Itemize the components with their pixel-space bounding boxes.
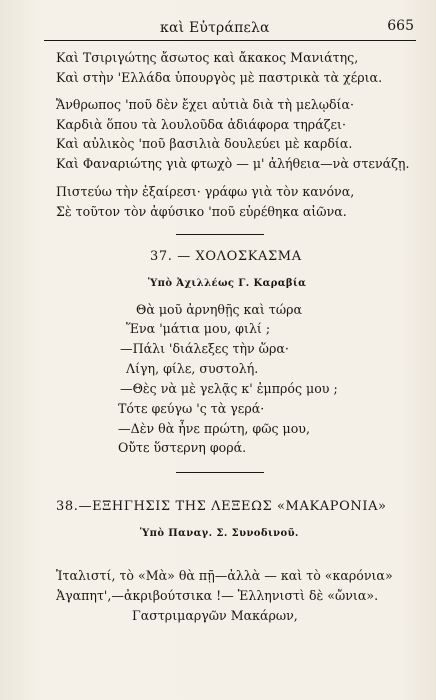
verse-line: Καὶ στὴν 'Ελλάδα ὑπουργὸς μὲ παστρικὰ τὰ χέρια. bbox=[56, 70, 383, 85]
page-number: 665 bbox=[387, 18, 414, 34]
verse-line: Καὶ αὐλικὸς 'ποῦ βασιλιὰ δουλεύει μὲ καρδία. bbox=[56, 136, 353, 151]
section-rule bbox=[176, 234, 264, 235]
verse-line: Σὲ τοῦτον τὸν ἀφύσικο 'ποῦ εὑρέθηκα αἰῶνα. bbox=[56, 204, 347, 219]
section-byline-37: Ὑπὸ Ἀχιλλέως Γ. Καραβία bbox=[148, 278, 307, 289]
poem-line: Θὰ μοῦ ἀρνηθῇς καὶ τώρα bbox=[136, 302, 303, 317]
verse-line: Πιστεύω τὴν ἐξαίρεσι· γράφω γιὰ τὸν κανόνα, bbox=[56, 184, 355, 199]
header-rule bbox=[44, 40, 416, 41]
verse-line: Γαστριμαργῶν Μακάρων, bbox=[132, 608, 298, 623]
poem-line: Τότε φεύγω 'ς τὰ γερά· bbox=[118, 401, 265, 416]
poem-line: —Πάλι 'διάλεξες τὴν ὥρα· bbox=[120, 341, 289, 356]
verse-line: Καὶ Τσιριγώτης ἄσωτος καὶ ἄκακος Μανιάτης, bbox=[56, 50, 359, 65]
poem-line: —Δὲν θὰ ἦνε πρώτη, φῶς μου, bbox=[118, 421, 310, 436]
section-title-38: 38.—ΕΞΗΓΗΣΙΣ ΤΗΣ ΛΕΞΕΩΣ «ΜΑΚΑΡΟΝΙΑ» bbox=[56, 499, 387, 514]
running-title: καὶ Εὐτράπελα bbox=[160, 20, 270, 36]
poem-line: Λίγη, φίλε, συστολή. bbox=[126, 361, 259, 376]
poem-line: Οὔτε ὕστερνη φορά. bbox=[118, 440, 247, 455]
verse-line: Καρδιὰ ὅπου τὰ λουλοῦδα ἀδιάφορα τηράζει· bbox=[56, 117, 347, 132]
poem-line: Ἕνα 'μάτια μου, φιλί ; bbox=[126, 321, 271, 336]
running-head bbox=[0, 20, 436, 40]
verse-line: Ἄνθρωπος 'ποῦ δὲν ἔχει αὐτιὰ διὰ τὴ μελῳδία· bbox=[56, 97, 355, 112]
verse-line: Ἀγαπητ',—ἀκριβούτσικα !— Ἑλληνιστὶ δὲ «ὤνια». bbox=[56, 588, 379, 603]
section-byline-38: Ὑπὸ Παναγ. Σ. Συνοδινοῦ. bbox=[140, 528, 299, 539]
section-rule bbox=[176, 472, 264, 473]
section-title-37: 37. — ΧΟΛΟΣΚΑΣΜΑ bbox=[150, 249, 302, 264]
verse-line: Ἰταλιστί, τὸ «Μὰ» θὰ πῇ—ἀλλὰ — καὶ τὸ «καρόνια» bbox=[56, 568, 393, 583]
poem-line: —Θὲς νὰ μὲ γελᾷς κ' ἐμπρός μου ; bbox=[120, 381, 338, 396]
verse-line: Καὶ Φαναριώτης γιὰ φτωχὸ — μ' ἀλήθεια—νὰ στενάζῃ. bbox=[56, 156, 410, 171]
